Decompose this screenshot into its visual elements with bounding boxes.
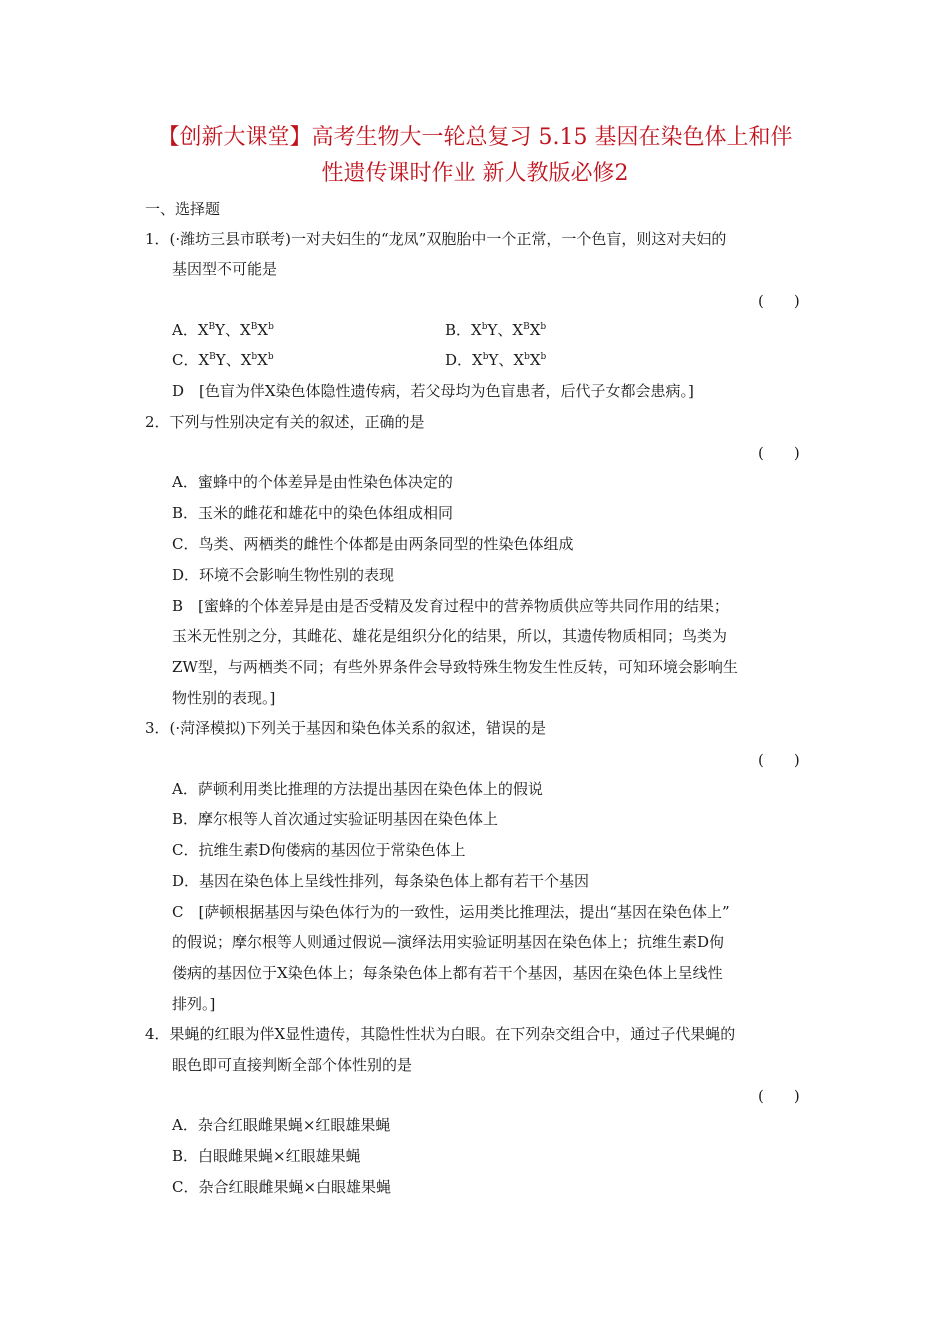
q4-answer-paren: ( ) [758,1087,800,1105]
q2-explanation-line4: 物性别的表现。] [172,689,276,707]
q2-explanation-line3: ZW型，与两栖类不同；有些外界条件会导致特殊生物发生性反转，可知环境会影响生 [172,658,738,676]
q2-stem: 2．下列与性别决定有关的叙述，正确的是 [145,413,425,431]
q1-option-c: C．$X^BY$、$X^bX^b$ [172,351,274,369]
q1-option-b: B．$X^bY$、$X^BX^b$ [445,321,547,339]
q3-option-c: C．抗维生素D佝偻病的基因位于常染色体上 [172,841,466,859]
q4-option-c: C．杂合红眼雌果蝇×白眼雄果蝇 [172,1178,392,1196]
q3-explanation-line2: 的假说；摩尔根等人则通过假说—演绎法用实验证明基因在染色体上；抗维生素D佝 [172,933,725,951]
q3-option-d: D．基因在染色体上呈线性排列，每条染色体上都有若干个基因 [172,872,590,890]
q1-answer-paren: ( ) [758,292,800,310]
q2-option-d: D．环境不会影响生物性别的表现 [172,566,395,584]
q2-explanation-line2: 玉米无性别之分，其雌花、雄花是组织分化的结果，所以，其遗传物质相同；鸟类为 [172,627,728,645]
q3-stem: 3．(·菏泽模拟)下列关于基因和染色体关系的叙述，错误的是 [145,719,547,737]
q2-answer-paren: ( ) [758,444,800,462]
q1-answer-explanation: D [色盲为伴X染色体隐性遗传病，若父母均为色盲患者，后代子女都会患病。] [172,382,694,400]
q3-explanation-line4: 排列。] [172,995,216,1013]
q3-explanation-line1: C [萨顿根据基因与染色体行为的一致性，运用类比推理法，提出“基因在染色体上” [172,903,730,921]
q2-option-b: B．玉米的雌花和雄花中的染色体组成相同 [172,504,454,522]
q3-option-a: A．萨顿利用类比推理的方法提出基因在染色体上的假说 [172,780,543,798]
q4-option-a: A．杂合红眼雌果蝇×红眼雄果蝇 [172,1116,391,1134]
q1-stem-line2: 基因型不可能是 [172,260,278,278]
q1-option-d: D．$X^bY$、$X^bX^b$ [445,351,547,369]
section-heading: 一、选择题 [145,200,221,218]
q4-option-b: B．白眼雌果蝇×红眼雄果蝇 [172,1147,361,1165]
q2-option-a: A．蜜蜂中的个体差异是由性染色体决定的 [172,473,453,491]
q3-option-b: B．摩尔根等人首次通过实验证明基因在染色体上 [172,810,499,828]
q1-option-a: A．$X^BY$、$X^BX^b$ [172,321,274,339]
q2-option-c: C．鸟类、两栖类的雌性个体都是由两条同型的性染色体组成 [172,535,574,553]
q4-stem-line2: 眼色即可直接判断全部个体性别的是 [172,1056,413,1074]
document-title-line1: 【创新大课堂】高考生物大一轮总复习 5.15 基因在染色体上和伴 [157,125,793,150]
q2-explanation-line1: B [蜜蜂的个体差异是由是否受精及发育过程中的营养物质供应等共同作用的结果； [172,597,729,615]
document-title-line2: 性遗传课时作业 新人教版必修2 [321,161,629,186]
q4-stem-line1: 4．果蝇的红眼为伴X显性遗传，其隐性性状为白眼。在下列杂交组合中，通过子代果蝇的 [145,1025,736,1043]
q1-stem-line1: 1．(·潍坊三县市联考)一对夫妇生的“龙凤”双胞胎中一个正常，一个色盲，则这对夫妇的 [145,230,727,248]
q3-explanation-line3: 偻病的基因位于X染色体上；每条染色体上都有若干个基因，基因在染色体上呈线性 [172,964,723,982]
q3-answer-paren: ( ) [758,751,800,769]
